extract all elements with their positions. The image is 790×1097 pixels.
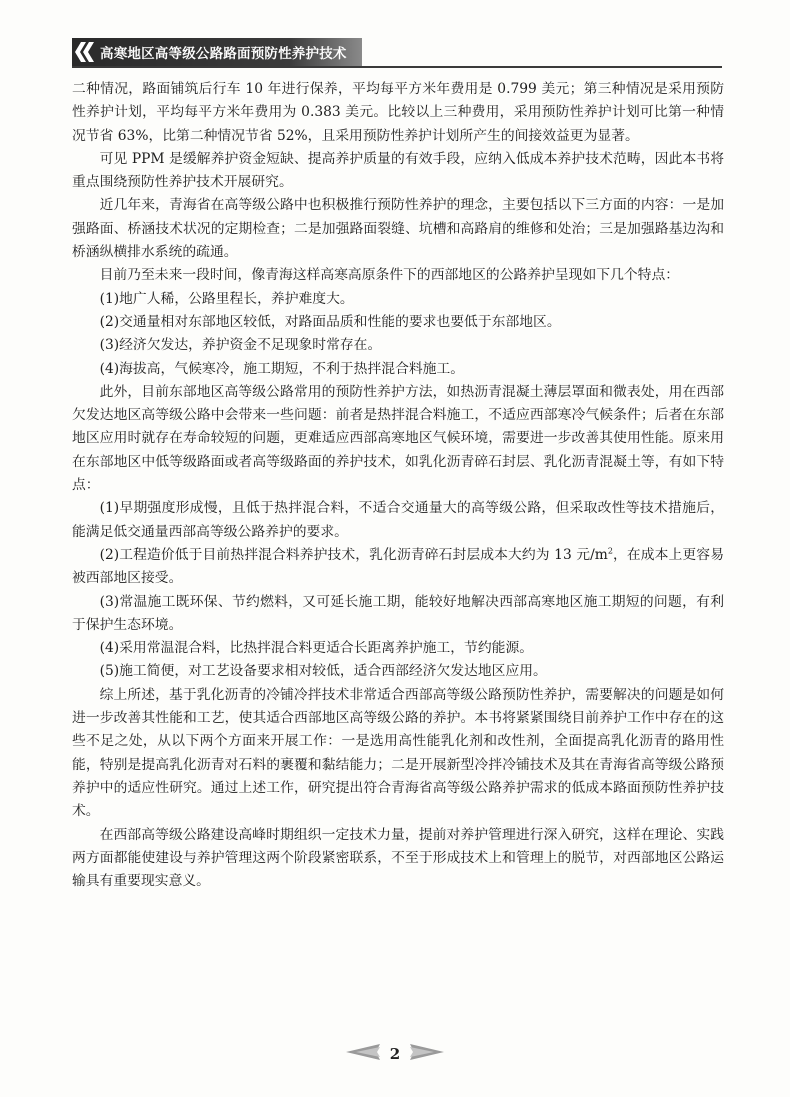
header-rule <box>72 66 722 68</box>
double-chevron-left-icon <box>72 38 98 66</box>
list-item: (1)地广人稀，公路里程长，养护难度大。 <box>99 290 354 307</box>
paragraph: 此外，目前东部地区高等级公路常用的预防性养护方法，如热沥青混凝土薄层罩面和微表处，用在西部欠发达地区高等级公路中会带来一些问题：前者是热拌混合料施工，不适应西部寒冷气候条件；后者在东部地区应用时就存在寿命较短的问题，更难适应西部高寒地区气候环境，需要进一步改善其使用性能。原来用在东部地区中低等级路面或者高等级路面的养护技术，如乳化沥青碎石封层、乳化沥青混凝土等，有如下特点： <box>72 383 724 494</box>
paragraph: 在西部高等级公路建设高峰时期组织一定技术力量，提前对养护管理进行深入研究，这样在理论、实践两方面都能使建设与养护管理这两个阶段紧密联系，不至于形成技术上和管理上的脱节，对西部地区公路运输具有重要现实意义。 <box>72 826 724 890</box>
paragraph: 可见 PPM 是缓解养护资金短缺、提高养护质量的有效手段，应纳入低成本养护技术范畴，因此本书将重点围绕预防性养护技术开展研究。 <box>72 150 724 191</box>
running-header <box>72 38 722 68</box>
triangle-right-icon <box>410 1044 444 1064</box>
list-item: (5)施工简便，对工艺设备要求相对较低，适合西部经济欠发达地区应用。 <box>99 663 547 680</box>
list-item: (4)海拔高，气候寒冷，施工期短，不利于热拌混合料施工。 <box>99 360 465 377</box>
list-item-text: (2)工程造价低于目前热拌混合料养护技术，乳化沥青碎石封层成本大约为 13 元/m <box>99 546 608 563</box>
superscript: 2 <box>607 546 613 556</box>
list-item: (1)早期强度形成慢，且低于热拌混合料，不适合交通量大的高等级公路，但采取改性等技术措施后，能满足低交通量西部高等级公路养护的要求。 <box>72 500 724 540</box>
list-item: (2)交通量相对东部地区较低，对路面品质和性能的要求也要低于东部地区。 <box>99 313 561 330</box>
page-footer <box>0 1042 790 1066</box>
triangle-left-icon <box>346 1044 380 1064</box>
list-item: (4)采用常温混合料，比热拌混合料更适合长距离养护施工，节约能源。 <box>99 640 534 657</box>
page-number: 2 <box>389 1045 401 1063</box>
header-title: 高寒地区高等级公路路面预防性养护技术 <box>100 46 347 62</box>
header-tab <box>72 38 362 66</box>
paragraph: 二种情况，路面铺筑后行车 10 年进行保养，平均每平方米年费用是 0.799 美元；第三种情况是采用预防性养护计划，平均每平方米年费用为 0.383 美元。比较以上三种费用，采用预防性养护计划可比第一种情况节省 63%，比第二种情况节省 52%，且采用预防性养护计划所产生的间接效益更为显著。 <box>72 81 724 144</box>
body-text <box>72 78 724 893</box>
list-item: (3)经济欠发达，养护资金不足现象时常存在。 <box>99 337 382 354</box>
paragraph: 目前乃至未来一段时间，像青海这样高寒高原条件下的西部地区的公路养护呈现如下几个特点： <box>99 267 680 284</box>
paragraph: 综上所述，基于乳化沥青的冷铺冷拌技术非常适合西部高等级公路预防性养护，需要解决的问题是如何进一步改善其性能和工艺，使其适合西部地区高等级公路的养护。本书将紧紧围绕目前养护工作中存在的这些不足之处，从以下两个方面来开展工作：一是选用高性能乳化剂和改性剂，全面提高乳化沥青的路用性能，特别是提高乳化沥青对石料的裹覆和黏结能力；二是开展新型冷拌冷铺技术及其在青海省高等级公路预养护中的适应性研究。通过上述工作，研究提出符合青海省高等级公路养护需求的低成本路面预防性养护技术。 <box>72 686 724 820</box>
paragraph: 近几年来，青海省在高等级公路中也积极推行预防性养护的理念，主要包括以下三方面的内容：一是加强路面、桥涵技术状况的定期检查；二是加强路面裂缝、坑槽和高路肩的维修和处治；三是加强路基边沟和桥涵纵横排水系统的疏通。 <box>72 197 724 261</box>
list-item <box>72 544 724 591</box>
list-item: (3)常温施工既环保、节约燃料，又可延长施工期，能较好地解决西部高寒地区施工期短的问题，有利于保护生态环境。 <box>72 593 724 633</box>
list-item-text: ，在成本上更容易被西部地区接受。 <box>72 546 724 587</box>
